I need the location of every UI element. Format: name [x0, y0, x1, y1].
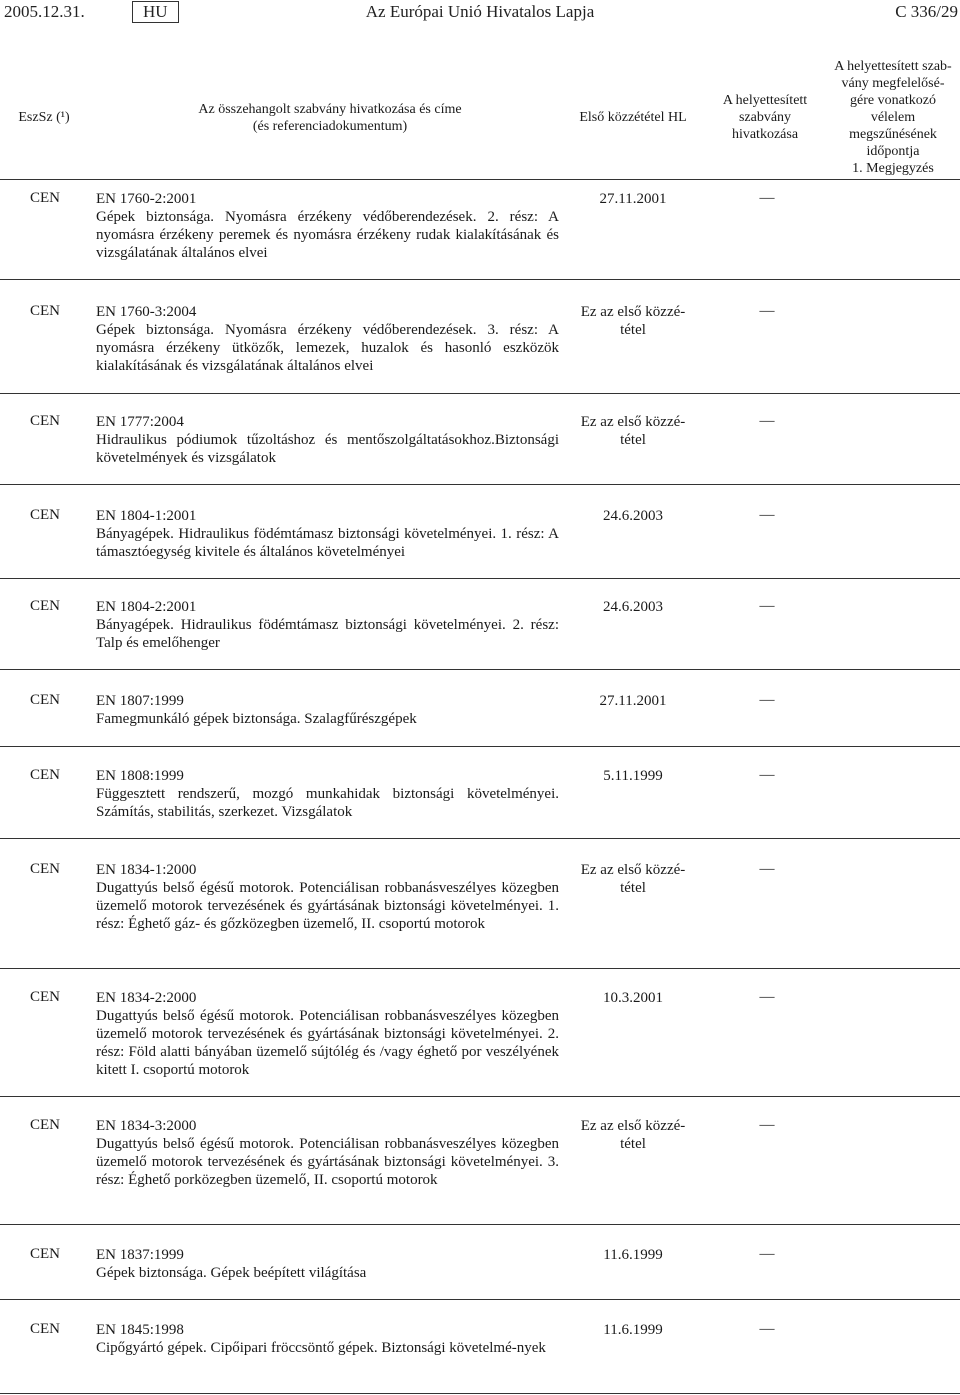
row-divider	[0, 968, 960, 969]
standard-number: EN 1808:1999	[96, 768, 184, 784]
standards-body: CEN	[30, 303, 60, 319]
column-header-superseded-line2: szabvány	[738, 110, 792, 125]
standards-body: CEN	[30, 190, 60, 206]
standards-body: CEN	[30, 598, 60, 614]
standard-title: Gépek biztonsága. Nyomásra érzékeny védőberendezések. 2. rész: A nyomásra érzékeny peremek és nyomásra érzékeny rudak kialakításának és vizsgálatának általános elvei	[96, 209, 559, 261]
column-header-cessation-line1: A helyettesített szab-	[834, 59, 952, 74]
first-publication-date: 5.11.1999	[603, 768, 663, 784]
superseded-standard: —	[759, 190, 775, 206]
standards-body: CEN	[30, 767, 60, 783]
column-header-org-label: EszSz (¹)	[18, 110, 70, 125]
standard-reference-cell	[96, 1321, 559, 1357]
superseded-standard: —	[759, 1246, 775, 1262]
column-header-title-line1: Az összehangolt szabvány hivatkozása és címe	[198, 101, 462, 117]
row-divider	[0, 1224, 960, 1225]
standards-body: CEN	[30, 1321, 60, 1337]
first-publication-date: 24.6.2003	[603, 508, 663, 524]
first-publication-date: Ez az első közzé-tétel	[580, 1118, 686, 1152]
standards-body: CEN	[30, 413, 60, 429]
first-publication-date: Ez az első közzé-tétel	[580, 862, 686, 896]
row-divider	[0, 1299, 960, 1300]
standard-title: Gépek biztonsága. Gépek beépített világítása	[96, 1265, 367, 1281]
standard-title: Bányagépek. Hidraulikus födémtámasz biztonsági követelményei. 2. rész: Talp és emelőhenger	[96, 617, 559, 651]
standards-body: CEN	[30, 861, 60, 877]
column-header-superseded-line1: A helyettesített	[722, 93, 808, 108]
first-publication-date: Ez az első közzé-tétel	[580, 304, 686, 338]
row-divider	[0, 838, 960, 839]
standard-reference-cell	[96, 190, 559, 262]
standard-reference-cell	[96, 507, 559, 561]
first-publication-date: Ez az első közzé-tétel	[580, 414, 686, 448]
column-header-cessation	[826, 60, 960, 175]
standards-body: CEN	[30, 989, 60, 1005]
publication-date: 2005.12.31.	[4, 2, 85, 21]
row-divider	[0, 393, 960, 394]
standard-reference-cell	[96, 1246, 559, 1282]
standards-body: CEN	[30, 1117, 60, 1133]
standard-title: Dugattyús belső égésű motorok. Potenciálisan robbanásveszélyes közegben üzemelő motorok tervezésének és gyártásának biztonsági követelményei. 1. rész: Éghető gáz- és gőzközegben üzemelő, II. csoportú motorok	[96, 880, 559, 932]
first-publication-date: 27.11.2001	[599, 693, 667, 709]
standards-body: CEN	[30, 692, 60, 708]
column-header-cessation-line7: 1. Megjegyzés	[852, 161, 934, 176]
row-divider	[0, 1096, 960, 1097]
row-divider	[0, 746, 960, 747]
standard-reference-cell	[96, 861, 559, 933]
standard-reference-cell	[96, 767, 559, 821]
superseded-standard: —	[759, 303, 775, 319]
superseded-standard: —	[759, 1117, 775, 1133]
column-header-title-line2: (és referenciadokumentum)	[252, 118, 408, 134]
standard-title: Hidraulikus pódiumok tűzoltáshoz és mentőszolgáltatásokhoz.Biztonsági követelmények és vizsgálatok	[96, 432, 559, 466]
language-code: HU	[132, 1, 179, 23]
row-divider	[0, 484, 960, 485]
standard-number: EN 1804-1:2001	[96, 508, 197, 524]
column-header-cessation-line4: vélelem	[870, 110, 916, 125]
standard-reference-cell	[96, 303, 559, 375]
standard-number: EN 1760-3:2004	[96, 304, 197, 320]
standard-title: Dugattyús belső égésű motorok. Potenciálisan robbanásveszélyes közegben üzemelő motorok tervezésének és gyártásának biztonsági követelményei. 3. rész: Éghető porközegben üzemelő, II. csoportú motorok	[96, 1136, 559, 1188]
standard-number: EN 1807:1999	[96, 693, 184, 709]
standard-number: EN 1804-2:2001	[96, 599, 197, 615]
column-header-first-publication	[570, 60, 696, 175]
superseded-standard: —	[759, 767, 775, 783]
first-publication-date: 11.6.1999	[603, 1322, 663, 1338]
standard-reference-cell	[96, 989, 559, 1079]
journal-title: Az Európai Unió Hivatalos Lapja	[365, 2, 595, 21]
column-header-org	[0, 60, 88, 175]
superseded-standard: —	[759, 598, 775, 614]
row-divider	[0, 1393, 960, 1394]
standard-number: EN 1760-2:2001	[96, 191, 197, 207]
superseded-standard: —	[759, 413, 775, 429]
standard-title: Függesztett rendszerű, mozgó munkahidak biztonsági követelményei. Számítás, stabilitás, szerkezet. Vizsgálatok	[96, 786, 559, 820]
column-header-first-publication-label: Első közzététel HL	[579, 110, 687, 125]
superseded-standard: —	[759, 692, 775, 708]
first-publication-date: 11.6.1999	[603, 1247, 663, 1263]
row-divider	[0, 669, 960, 670]
column-header-title	[140, 60, 520, 175]
column-header-cessation-line2: vány megfelelősé-	[841, 76, 945, 91]
superseded-standard: —	[759, 1321, 775, 1337]
standard-title: Cipőgyártó gépek. Cipőipari fröccsöntő gépek. Biztonsági követelmé-nyek	[96, 1340, 546, 1356]
page-number: C 336/29	[895, 2, 958, 21]
superseded-standard: —	[759, 507, 775, 523]
standard-reference-cell	[96, 413, 559, 467]
standard-title: Gépek biztonsága. Nyomásra érzékeny védőberendezések. 3. rész: A nyomásra érzékeny ütközők, lemezek, huzalok és hasonló eszközök kialakításának és vizsgálatának általános elvei	[96, 322, 559, 374]
page-header	[0, 0, 960, 26]
standard-number: EN 1777:2004	[96, 414, 184, 430]
column-header-cessation-line5: megszűnésének	[849, 127, 937, 142]
header-rule	[0, 179, 960, 180]
superseded-standard: —	[759, 861, 775, 877]
column-header-cessation-line6: időpontja	[866, 144, 920, 159]
standards-body: CEN	[30, 507, 60, 523]
first-publication-date: 10.3.2001	[603, 990, 663, 1006]
standard-reference-cell	[96, 692, 559, 728]
standard-number: EN 1834-3:2000	[96, 1118, 197, 1134]
standard-title: Dugattyús belső égésű motorok. Potenciálisan robbanásveszélyes közegben üzemelő motorok tervezésének és gyártásának biztonsági követelményei. 2. rész: Föld alatti bányában üzemelő sújtólég és /vagy éghető por veszélyének kitett I. csoportú motorok	[96, 1008, 559, 1078]
standard-number: EN 1834-2:2000	[96, 990, 197, 1006]
column-header-superseded-line3: hivatkozása	[731, 127, 799, 142]
standards-body: CEN	[30, 1246, 60, 1262]
first-publication-date: 24.6.2003	[603, 599, 663, 615]
row-divider	[0, 578, 960, 579]
standard-number: EN 1834-1:2000	[96, 862, 197, 878]
row-divider	[0, 279, 960, 280]
standard-number: EN 1845:1998	[96, 1322, 184, 1338]
superseded-standard: —	[759, 989, 775, 1005]
column-header-cessation-line3: gére vonatkozó	[850, 93, 936, 108]
standard-reference-cell	[96, 1117, 559, 1189]
column-header-superseded	[704, 60, 826, 175]
first-publication-date: 27.11.2001	[599, 191, 667, 207]
standard-number: EN 1837:1999	[96, 1247, 184, 1263]
standard-title: Bányagépek. Hidraulikus födémtámasz biztonsági követelményei. 1. rész: A támasztóegység kivitele és általános követelményei	[96, 526, 559, 560]
standard-reference-cell	[96, 598, 559, 652]
standard-title: Famegmunkáló gépek biztonsága. Szalagfűrészgépek	[96, 711, 417, 727]
